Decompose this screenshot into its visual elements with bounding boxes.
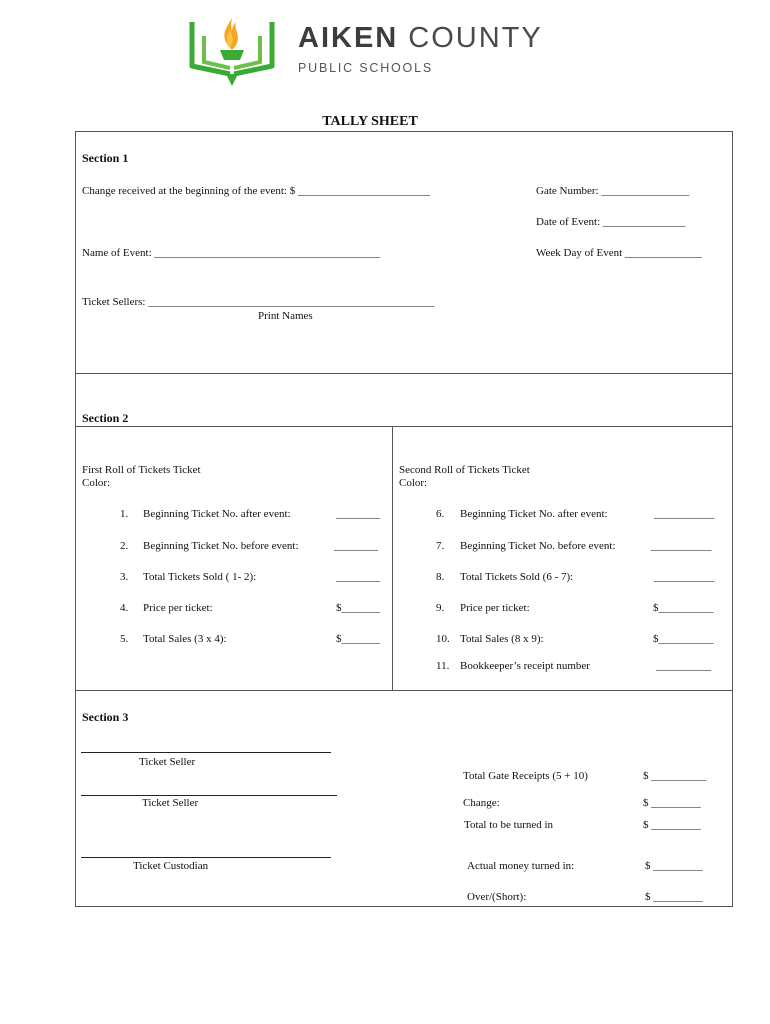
row-blank-field[interactable]: __________ bbox=[656, 660, 711, 672]
row-label: Bookkeeper’s receipt number bbox=[460, 660, 590, 672]
row-blank-field[interactable]: ________ bbox=[334, 540, 378, 552]
row-label: Beginning Ticket No. after event: bbox=[143, 508, 291, 520]
total-label: Actual money turned in: bbox=[467, 860, 575, 872]
total-label: Total Gate Receipts (5 + 10) bbox=[463, 770, 588, 782]
section-divider bbox=[75, 690, 733, 691]
total-value-field[interactable]: $ _________ bbox=[643, 797, 701, 809]
signature-caption: Ticket Seller bbox=[139, 756, 196, 768]
total-value-field[interactable]: $ _________ bbox=[645, 860, 703, 872]
row-label: Beginning Ticket No. before event: bbox=[460, 540, 616, 552]
row-label: Price per ticket: bbox=[460, 602, 530, 614]
row-number: 5. bbox=[120, 633, 129, 645]
signature-line[interactable] bbox=[81, 752, 331, 753]
org-name-bold: AIKEN bbox=[298, 22, 399, 54]
row-label: Total Tickets Sold (6 - 7): bbox=[460, 571, 574, 583]
week-day-field[interactable]: Week Day of Event ______________ bbox=[536, 247, 702, 259]
row-label: Total Sales (3 x 4): bbox=[143, 633, 227, 645]
row-number: 8. bbox=[436, 571, 445, 583]
row-blank-field[interactable]: ___________ bbox=[654, 571, 715, 583]
row-blank-field[interactable]: ___________ bbox=[654, 508, 715, 520]
row-label: Beginning Ticket No. after event: bbox=[460, 508, 608, 520]
column-divider bbox=[392, 426, 393, 690]
total-label: Over/(Short): bbox=[467, 891, 527, 903]
row-blank-field[interactable]: $__________ bbox=[653, 633, 714, 645]
row-blank-field[interactable]: ___________ bbox=[651, 540, 712, 552]
row-number: 6. bbox=[436, 508, 445, 520]
total-value-field[interactable]: $ _________ bbox=[643, 819, 701, 831]
first-roll-title: First Roll of Tickets Ticket bbox=[82, 464, 201, 476]
row-label: Beginning Ticket No. before event: bbox=[143, 540, 299, 552]
total-value-field[interactable]: $ _________ bbox=[645, 891, 703, 903]
row-blank-field[interactable]: ________ bbox=[336, 571, 380, 583]
row-blank-field[interactable]: $__________ bbox=[653, 602, 714, 614]
row-number: 9. bbox=[436, 602, 445, 614]
row-number: 11. bbox=[436, 660, 450, 672]
row-label: Price per ticket: bbox=[143, 602, 213, 614]
total-label: Total to be turned in bbox=[464, 819, 554, 831]
org-name bbox=[298, 22, 543, 54]
row-number: 2. bbox=[120, 540, 129, 552]
gate-number-field[interactable]: Gate Number: ________________ bbox=[536, 185, 690, 197]
row-number: 10. bbox=[436, 633, 450, 645]
print-names-caption: Print Names bbox=[258, 310, 313, 322]
book-flame-icon bbox=[186, 14, 278, 88]
page-title: TALLY SHEET bbox=[322, 114, 418, 129]
row-blank-field[interactable]: $_______ bbox=[336, 633, 380, 645]
change-received-field[interactable]: Change received at the beginning of the event: $ ________________________ bbox=[82, 185, 430, 197]
row-blank-field[interactable]: ________ bbox=[336, 508, 380, 520]
section1-heading: Section 1 bbox=[82, 151, 129, 165]
total-value-field[interactable]: $ __________ bbox=[643, 770, 707, 782]
signature-caption: Ticket Custodian bbox=[133, 860, 209, 872]
second-roll-title: Second Roll of Tickets Ticket bbox=[399, 464, 530, 476]
section3-heading: Section 3 bbox=[82, 710, 129, 724]
date-of-event-field[interactable]: Date of Event: _______________ bbox=[536, 216, 686, 228]
row-number: 4. bbox=[120, 602, 129, 614]
signature-line[interactable] bbox=[81, 795, 337, 796]
signature-caption: Ticket Seller bbox=[142, 797, 199, 809]
org-subtitle: PUBLIC SCHOOLS bbox=[298, 61, 433, 75]
row-label: Total Tickets Sold ( 1- 2): bbox=[143, 571, 257, 583]
first-roll-color: Color: bbox=[82, 477, 111, 489]
name-of-event-field[interactable]: Name of Event: _________________________________________ bbox=[82, 247, 380, 259]
section-divider bbox=[75, 426, 733, 427]
section-divider bbox=[75, 373, 733, 374]
section2-heading: Section 2 bbox=[82, 411, 129, 425]
ticket-sellers-field[interactable]: Ticket Sellers: ____________________________________________________ bbox=[82, 296, 435, 308]
row-number: 7. bbox=[436, 540, 445, 552]
second-roll-color: Color: bbox=[399, 477, 428, 489]
org-name-light: COUNTY bbox=[408, 22, 543, 54]
school-logo bbox=[186, 14, 278, 88]
row-blank-field[interactable]: $_______ bbox=[336, 602, 380, 614]
row-label: Total Sales (8 x 9): bbox=[460, 633, 544, 645]
row-number: 1. bbox=[120, 508, 129, 520]
total-label: Change: bbox=[463, 797, 500, 809]
signature-line[interactable] bbox=[81, 857, 331, 858]
row-number: 3. bbox=[120, 571, 129, 583]
